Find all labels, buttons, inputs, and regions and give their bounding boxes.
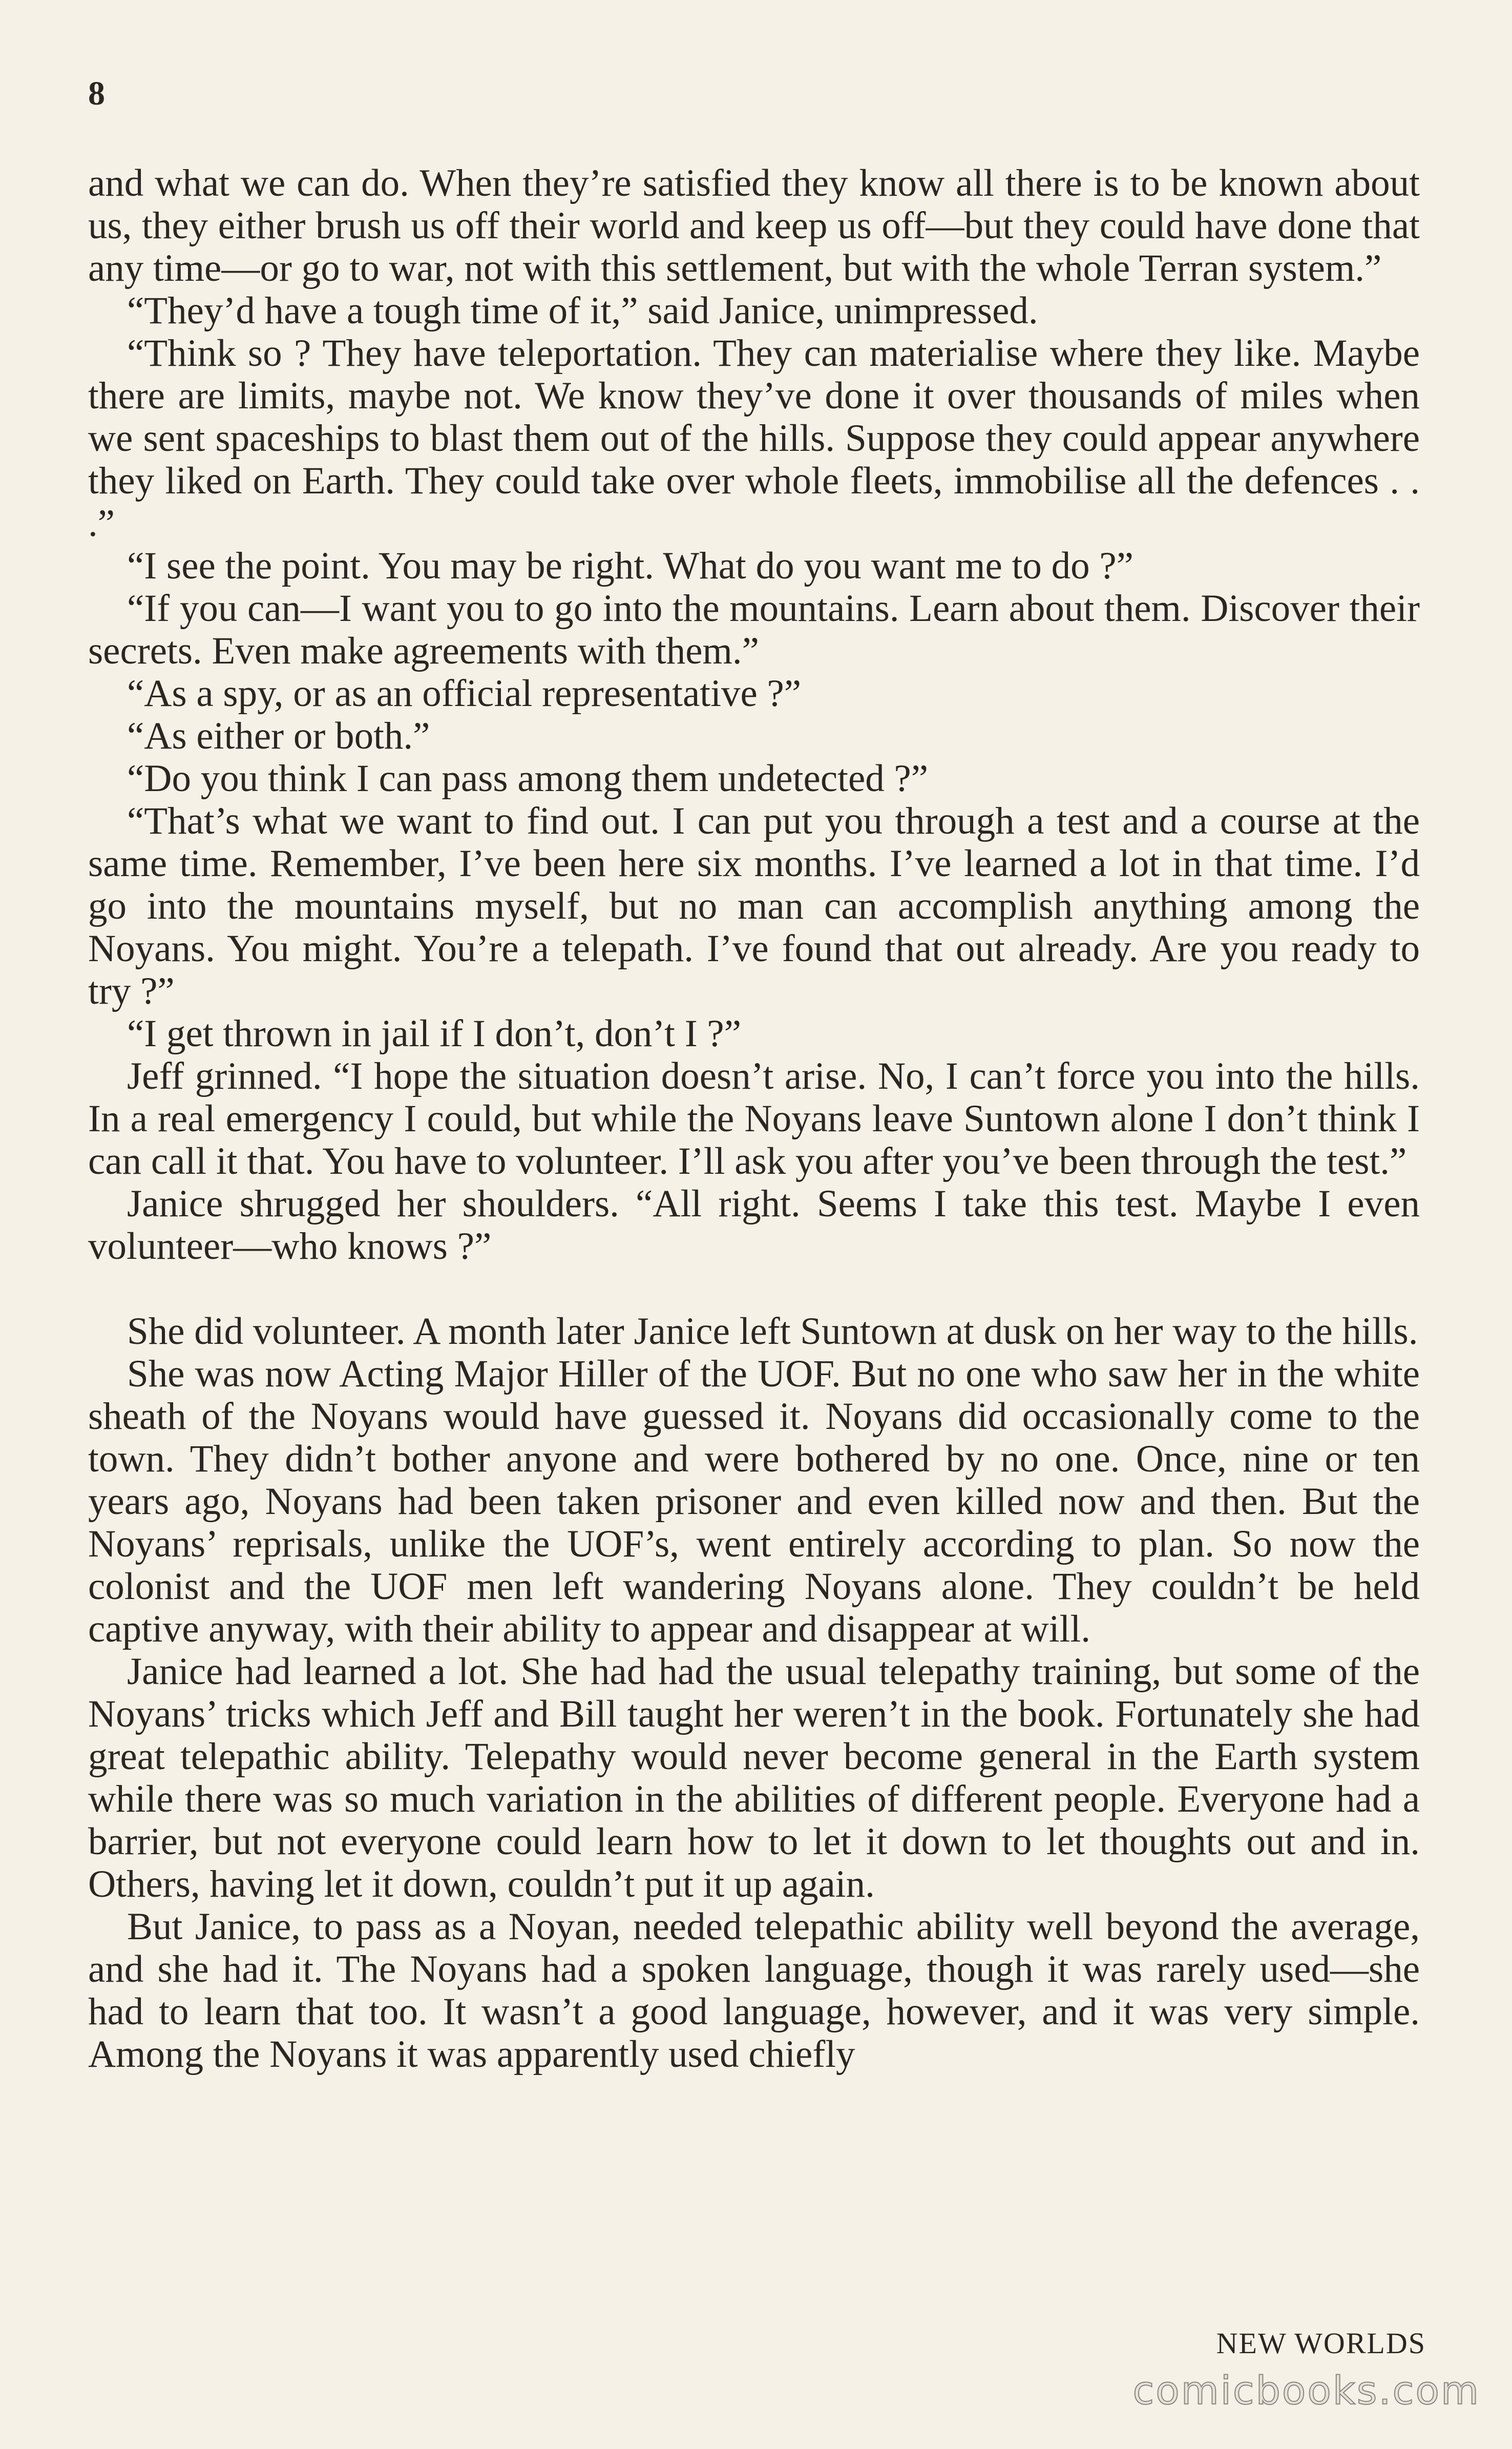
paragraph: But Janice, to pass as a Noyan, needed telepathic ability well beyond the average, and she had it. The Noyans had a spoken language, though it was rarely used—she had to learn that too. It wasn’t a good language, however, and it was very simple. Among the Noyans it was apparently used chiefly bbox=[88, 1905, 1420, 2076]
paragraph: “Do you think I can pass among them undetected ?” bbox=[127, 757, 929, 800]
paragraph: “That’s what we want to find out. I can put you through a test and a course at the same time. Remember, I’ve been here six months. I’ve learned a lot in that time. I’d go into the mountains myself, but no man can accomplish anything among the Noyans. You might. You’re a telepath. I’ve found that out already. Are you ready to try ?” bbox=[88, 800, 1420, 1012]
paragraph: She was now Acting Major Hiller of the UOF. But no one who saw her in the white sheath of the Noyans would have guessed it. Noyans did occasionally come to the town. They didn’t bother anyone and were bothered by no one. Once, nine or ten years ago, Noyans had been taken prisoner and even killed now and then. But the Noyans’ reprisals, unlike the UOF’s, went entirely according to plan. So now the colonist and the UOF men left wandering Noyans alone. They couldn’t be held captive anyway, with their ability to appear and disappear at will. bbox=[88, 1353, 1420, 1650]
paragraph: Janice had learned a lot. She had had the usual telepathy training, but some of the Noyans’ tricks which Jeff and Bill taught her weren’t in the book. Fortunately she had great telepathic ability. Telepathy would never become general in the Earth system while there was so much variation in the abilities of different people. Everyone had a barrier, but not everyone could learn how to let it down to let thoughts out and in. Others, having let it down, couldn’t put it up again. bbox=[88, 1650, 1420, 1905]
paragraph: “As a spy, or as an official representative ?” bbox=[127, 672, 802, 715]
paragraph: Jeff grinned. “I hope the situation doesn’t arise. No, I can’t force you into the hills. In a real emergency I could, but while the Noyans leave Suntown alone I don’t think I can call it that. You have to volunteer. I’ll ask you after you’ve been through the test.” bbox=[88, 1055, 1420, 1182]
paragraph: “I get thrown in jail if I don’t, don’t I ?” bbox=[127, 1012, 742, 1055]
paragraph: “Think so ? They have teleportation. They can materialise where they like. Maybe there are limits, maybe not. We know they’ve done it over thousands of miles when we sent spaceships to blast them out of the hills. Suppose they could appear anywhere they liked on Earth. They could take over whole fleets, immobilise all the defences . . .” bbox=[88, 332, 1420, 545]
paragraph: and what we can do. When they’re satisfied they know all there is to be known about us, they either brush us off their world and keep us off—but they could have done that any time—or go to war, not with this settlement, but with the whole Terran system.” bbox=[88, 162, 1420, 289]
running-footer-title: NEW WORLDS bbox=[1216, 2327, 1426, 2360]
paragraph: “They’d have a tough time of it,” said Janice, unimpressed. bbox=[127, 289, 1038, 332]
paragraph: “If you can—I want you to go into the mountains. Learn about them. Discover their secrets. Even make agreements with them.” bbox=[88, 587, 1420, 672]
paragraph: She did volunteer. A month later Janice left Suntown at dusk on her way to the hills. bbox=[127, 1310, 1418, 1353]
story-text bbox=[88, 162, 1420, 2076]
paragraph: “I see the point. You may be right. What do you want me to do ?” bbox=[127, 545, 1133, 587]
paragraph: Janice shrugged her shoulders. “All right. Seems I take this test. Maybe I even volunteer—who knows ?” bbox=[88, 1182, 1420, 1268]
paragraph: “As either or both.” bbox=[127, 715, 430, 757]
watermark: comicbooks.com bbox=[1132, 2368, 1480, 2413]
page-number: 8 bbox=[88, 75, 105, 112]
